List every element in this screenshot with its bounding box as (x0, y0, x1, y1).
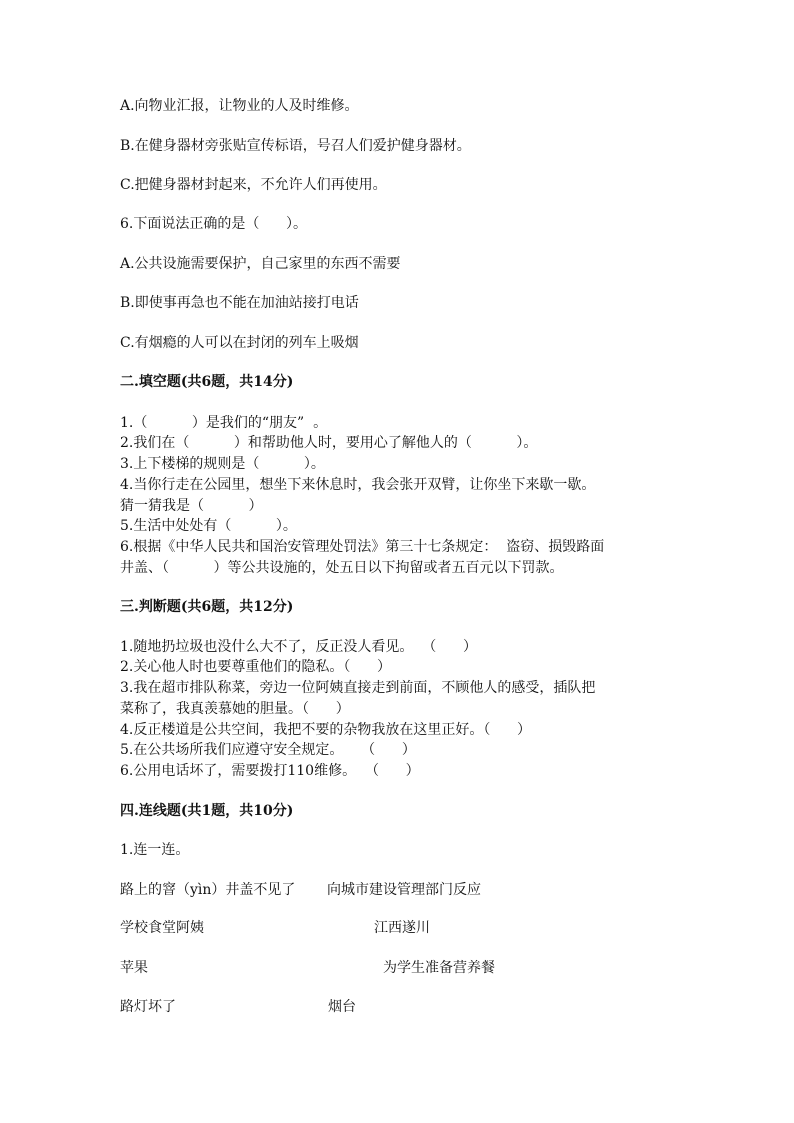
section2-heading: 二.填空题(共6题，共14分) (120, 374, 294, 390)
section3-line: 3.我在超市排队称菜，旁边一位阿姨直接走到前面，不顾他人的感受，插队把 (120, 680, 596, 696)
q6-option-b: B.即使事再急也不能在加油站接打电话 (120, 295, 359, 311)
section3-heading: 三.判断题(共6题，共12分) (120, 599, 294, 615)
match-left-item: 路上的窨（yìn）井盖不见了 (120, 882, 296, 898)
match-left-item: 苹果 (120, 960, 148, 976)
section4-prompt: 1.连一连。 (120, 842, 190, 858)
match-right-item: 江西遂川 (374, 920, 430, 936)
match-left-item: 路灯坏了 (120, 999, 176, 1015)
q5-option-b: B.在健身器材旁张贴宣传标语，号召人们爱护健身器材。 (120, 138, 471, 154)
q5-option-a: A.向物业汇报，让物业的人及时维修。 (120, 98, 359, 114)
section2-line: 5.生活中处处有（ ）。 (120, 518, 297, 534)
section2-line: 4.当你行走在公园里，想坐下来休息时，我会张开双臂，让你坐下来歇一歇。 (120, 477, 596, 493)
section2-line: 3.上下楼梯的规则是（ ）。 (120, 456, 325, 472)
section4-heading: 四.连线题(共1题，共10分) (120, 803, 294, 819)
section3-line: 1.随地扔垃圾也没什么大不了，反正没人看见。 （ ） (120, 639, 477, 655)
section3-line: 2.关心他人时也要尊重他们的隐私。（ ） (120, 659, 392, 675)
match-right-item: 烟台 (328, 999, 356, 1015)
section2-line: 猜一猜我是（ ） (120, 498, 263, 514)
section2-line: 6.根据《中华人民共和国治安管理处罚法》第三十七条规定： 盗窃、损毁路面 (120, 539, 605, 555)
q6-option-c: C.有烟瘾的人可以在封闭的列车上吸烟 (120, 335, 359, 351)
section2-line: 2.我们在（ ）和帮助他人时，要用心了解他人的（ ）。 (120, 435, 538, 451)
section3-line: 5.在公共场所我们应遵守安全规定。 （ ） (120, 742, 416, 758)
section2-line: 井盖、（ ）等公共设施的，处五日以下拘留或者五百元以下罚款。 (120, 560, 564, 576)
section3-line: 6.公用电话坏了，需要拨打110维修。 （ ） (120, 763, 420, 779)
section3-line: 4.反正楼道是公共空间，我把不要的杂物我放在这里正好。（ ） (120, 722, 532, 738)
section2-line: 1.（ ）是我们的“朋友” 。 (120, 415, 328, 431)
match-left-item: 学校食堂阿姨 (120, 920, 204, 936)
q5-option-c: C.把健身器材封起来，不允许人们再使用。 (120, 177, 387, 193)
section3-line: 菜称了，我真羡慕她的胆量。（ ） (120, 701, 350, 717)
match-right-item: 为学生准备营养餐 (383, 960, 495, 976)
q6-stem: 6.下面说法正确的是（ ）。 (120, 216, 308, 232)
q6-option-a: A.公共设施需要保护，自己家里的东西不需要 (120, 256, 401, 272)
match-right-item: 向城市建设管理部门反应 (327, 882, 481, 898)
